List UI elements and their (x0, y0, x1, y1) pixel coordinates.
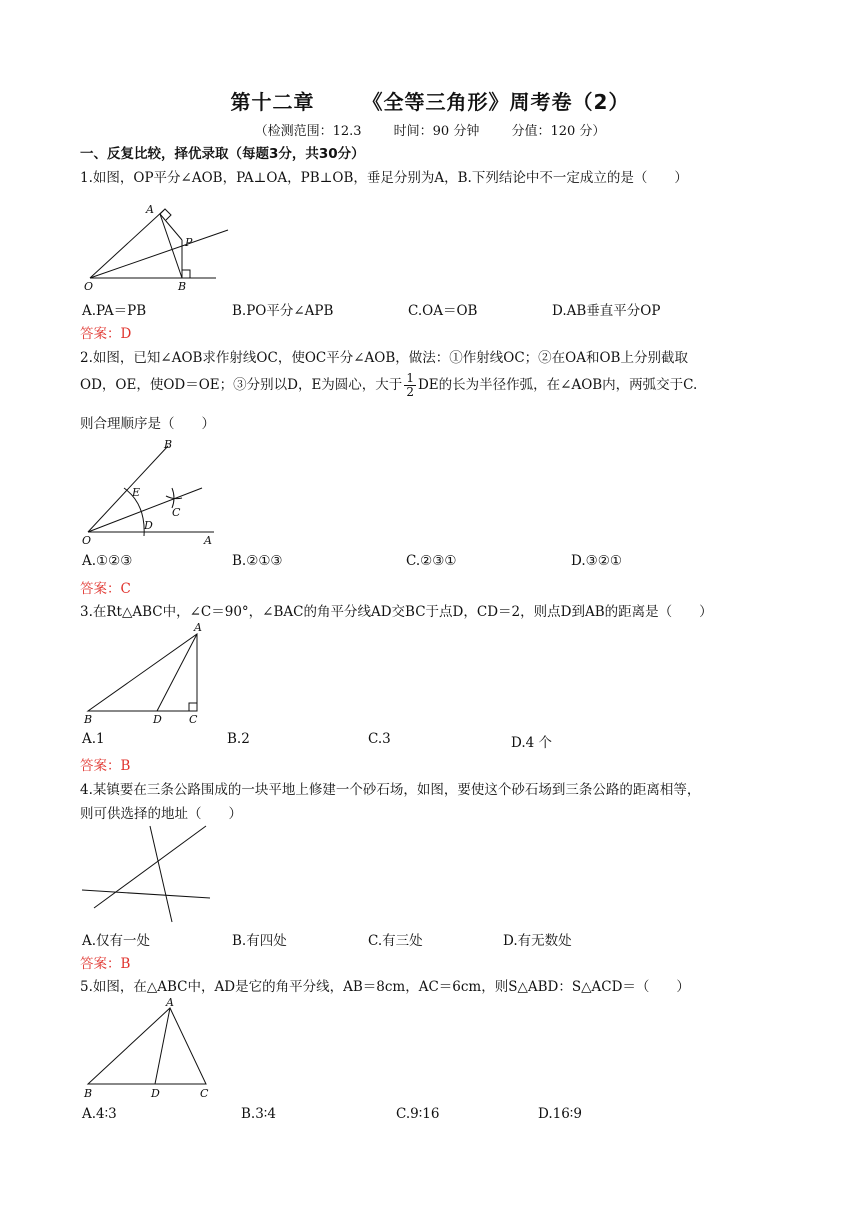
q3-option-d[interactable]: D.4 个 (511, 735, 553, 751)
q1-segment-pa (160, 214, 182, 240)
q3-triangle-abc (88, 634, 197, 711)
q5-figure (80, 996, 220, 1102)
q5-label-c: C (200, 1087, 209, 1100)
q5-label-b: B (84, 1087, 93, 1100)
q2-figure (80, 436, 230, 548)
q2-label-e: E (132, 486, 141, 499)
q1-option-d[interactable]: D.AB垂直平分OP (552, 303, 661, 319)
q4-option-c[interactable]: C.有三处 (368, 933, 423, 949)
q2-fraction-half (404, 372, 416, 399)
q4-answer: 答案：B (80, 956, 131, 972)
q1-label-a: A (146, 203, 154, 216)
q1-text: 1.如图，OP平分∠AOB，PA⊥OA，PB⊥OB，垂足分别为A，B.下列结论中不一定成立的是（ ） (80, 170, 688, 186)
q5-option-c[interactable]: C.9∶16 (396, 1106, 440, 1122)
q4-road-1 (150, 826, 172, 922)
q1-answer: 答案：D (80, 326, 132, 342)
q2-option-a[interactable]: A.①②③ (82, 553, 133, 569)
q3-option-a[interactable]: A.1 (82, 731, 105, 747)
q1-option-b[interactable]: B.PO平分∠APB (232, 303, 334, 319)
page-title (0, 86, 860, 115)
q1-figure (80, 196, 230, 292)
q4-line2: 则可供选择的地址（ ） (80, 806, 242, 822)
q2-label-d: D (144, 519, 153, 532)
q2-line1: 2.如图，已知∠AOB求作射线OC，使OC平分∠AOB，做法：①作射线OC；②在OA和OB上分别截取 (80, 350, 688, 366)
q2-line2 (80, 372, 697, 399)
q2-answer: 答案：C (80, 581, 131, 597)
q4-option-d[interactable]: D.有无数处 (503, 933, 572, 949)
q1-option-c[interactable]: C.OA＝OB (408, 303, 478, 319)
title-chapter: 第十二章 (230, 90, 315, 114)
exam-score: 分值：120 分） (511, 124, 606, 139)
exam-range: （检测范围：12.3 (254, 124, 362, 139)
q3-label-d: D (153, 713, 162, 726)
title-name: 《全等三角形》周考卷（2） (362, 90, 630, 114)
q5-label-d: D (151, 1087, 160, 1100)
q5-triangle-abc (88, 1008, 206, 1084)
q2-option-c[interactable]: C.②③① (406, 553, 457, 569)
section-heading: 一、反复比较，择优录取（每题3分，共30分） (80, 146, 365, 162)
q3-bisector-ad (157, 634, 197, 711)
q4-option-a[interactable]: A.仅有一处 (82, 933, 151, 949)
q1-option-a[interactable]: A.PA＝PB (82, 303, 147, 319)
q1-label-p: P (185, 236, 193, 249)
q1-ray-oa (90, 210, 164, 278)
q1-label-o: O (84, 280, 94, 293)
q5-option-a[interactable]: A.4∶3 (82, 1106, 117, 1122)
q2-line2-start: OD，OE，使OD＝OE；③分别以D，E为圆心，大于 (80, 377, 403, 393)
q1-right-angle-b (182, 270, 190, 278)
q4-figure (80, 822, 220, 926)
q1-bisector-op (90, 230, 228, 278)
q1-label-b: B (178, 280, 187, 293)
q4-road-2 (94, 826, 206, 908)
q2-label-c: C (172, 506, 181, 519)
q2-option-b[interactable]: B.②①③ (232, 553, 283, 569)
q3-text: 3.在Rt△ABC中，∠C＝90°，∠BAC的角平分线AD交BC于点D，CD＝2，则点D到AB的距离是（ ） (80, 604, 713, 620)
q2-ray-ob (88, 446, 168, 532)
q5-text: 5.如图，在△ABC中，AD是它的角平分线，AB＝8cm，AC＝6cm，则S△ABD：S△ACD＝（ ） (80, 979, 690, 995)
q3-right-angle-c (189, 703, 197, 711)
q5-label-a: A (166, 996, 174, 1009)
q5-option-d[interactable]: D.16∶9 (538, 1106, 582, 1122)
q2-label-o: O (82, 534, 92, 547)
q3-option-b[interactable]: B.2 (227, 731, 250, 747)
q3-label-c: C (189, 713, 198, 726)
q2-line3: 则合理顺序是（ ） (80, 416, 215, 432)
q4-line1: 4.某镇要在三条公路围成的一块平地上修建一个砂石场，如图，要使这个砂石场到三条公路的距离相等， (80, 782, 701, 798)
q2-label-b: B (164, 438, 173, 451)
q2-option-d[interactable]: D.③②① (571, 553, 622, 569)
q1-segment-ab (160, 214, 182, 278)
q3-label-b: B (84, 713, 93, 726)
q2-fraction-denominator: 2 (406, 385, 414, 399)
exam-time: 时间：90 分钟 (393, 124, 480, 139)
q2-label-a: A (204, 534, 212, 547)
q2-line2-end: DE的长为半径作弧，在∠AOB内，两弧交于C. (417, 377, 698, 393)
q3-option-c[interactable]: C.3 (368, 731, 391, 747)
q5-option-b[interactable]: B.3∶4 (241, 1106, 276, 1122)
q3-figure (80, 620, 210, 726)
q3-answer: 答案：B (80, 758, 131, 774)
q4-option-b[interactable]: B.有四处 (232, 933, 287, 949)
q4-road-3 (82, 890, 210, 898)
q3-label-a: A (194, 621, 202, 634)
exam-info (0, 120, 860, 139)
q2-fraction-numerator: 1 (406, 371, 414, 385)
